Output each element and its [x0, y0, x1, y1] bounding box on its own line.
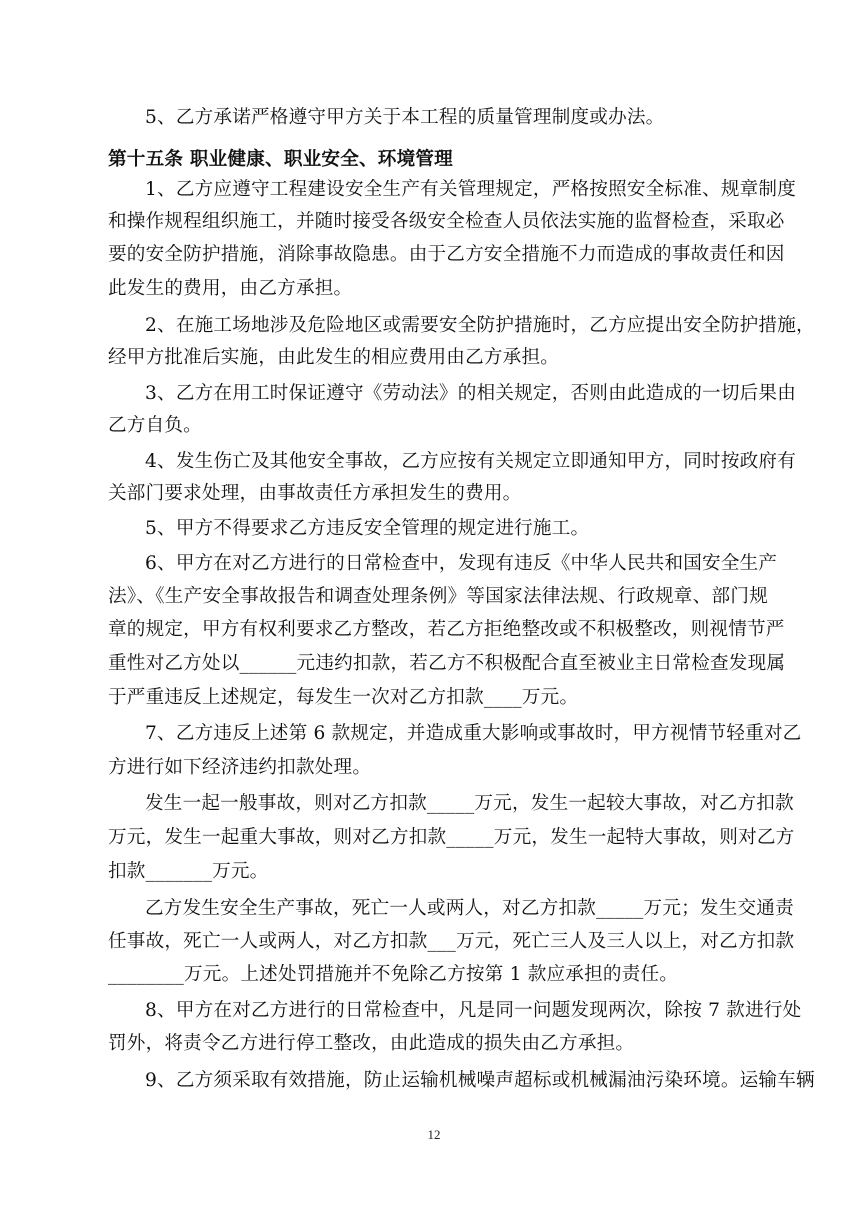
- paragraph-line: 和操作规程组织施工，并随时接受各级安全检查人员依法实施的监督检查，采取必: [108, 211, 785, 232]
- paragraph-line: 5、甲方不得要求乙方违反安全管理的规定进行施工。: [145, 518, 590, 539]
- paragraph-line: 此发生的费用，由乙方承担。: [108, 278, 353, 299]
- paragraph-line: 方进行如下经济违约扣款处理。: [108, 757, 372, 778]
- paragraph-line: 1、乙方应遵守工程建设安全生产有关管理规定，严格按照安全标准、规章制度: [145, 179, 797, 200]
- section-heading: 第十五条 职业健康、职业安全、环境管理: [108, 149, 453, 170]
- paragraph-line: 7、乙方违反上述第 6 款规定，并造成重大影响或事故时，甲方视情节轻重对乙: [145, 723, 802, 744]
- paragraph-line: 关部门要求处理，由事故责任方承担发生的费用。: [108, 483, 522, 504]
- paragraph-line: 6、甲方在对乙方进行的日常检查中，发现有违反《中华人民共和国安全生产: [145, 553, 778, 574]
- paragraph-line: 3、乙方在用工时保证遵守《劳动法》的相关规定，否则由此造成的一切后果由: [145, 383, 797, 404]
- paragraph-line: 乙方发生安全生产事故，死亡一人或两人，对乙方扣款_____万元；发生交通责: [145, 898, 794, 919]
- paragraph-line: 要的安全防护措施，消除事故隐患。由于乙方安全措施不力而造成的事故责任和因: [108, 244, 785, 265]
- paragraph-line: 4、发生伤亡及其他安全事故，乙方应按有关规定立即通知甲方，同时按政府有: [145, 451, 797, 472]
- paragraph-line: 发生一起一般事故，则对乙方扣款_____万元，发生一起较大事故，对乙方扣款: [145, 793, 794, 814]
- paragraph-line: 2、在施工场地涉及危险地区或需要安全防护措施时，乙方应提出安全防护措施，: [145, 315, 815, 336]
- paragraph-line: 于严重违反上述规定，每发生一次对乙方扣款____万元。: [108, 687, 579, 708]
- paragraph-line: 罚外，将责令乙方进行停工整改，由此造成的损失由乙方承担。: [108, 1033, 635, 1054]
- paragraph-line: 任事故，死亡一人或两人，对乙方扣款___万元，死亡三人及三人以上，对乙方扣款: [108, 931, 795, 952]
- paragraph-line: 法》、《生产安全事故报告和调查处理条例》等国家法律法规、行政规章、部门规: [108, 586, 768, 607]
- paragraph-line: ________万元。上述处罚措施并不免除乙方按第 1 款应承担的责任。: [108, 964, 679, 985]
- paragraph-line: 8、甲方在对乙方进行的日常检查中，凡是同一问题发现两次，除按 7 款进行处: [145, 1000, 802, 1021]
- paragraph-line: 重性对乙方处以______元违约扣款，若乙方不积极配合直至被业主日常检查发现属: [108, 653, 786, 674]
- page-number: 12: [427, 1127, 441, 1142]
- paragraph-line: 9、乙方须采取有效措施，防止运输机械噪声超标或机械漏油污染环境。运输车辆: [145, 1070, 815, 1091]
- paragraph-line: 乙方自负。: [108, 415, 202, 436]
- paragraph-line: 经甲方批准后实施，由此发生的相应费用由乙方承担。: [108, 347, 560, 368]
- paragraph-line: 扣款_______万元。: [108, 861, 269, 882]
- paragraph-line: 章的规定，甲方有权利要求乙方整改，若乙方拒绝整改或不积极整改，则视情节严: [108, 619, 785, 640]
- paragraph-line: 5、乙方承诺严格遵守甲方关于本工程的质量管理制度或办法。: [145, 107, 665, 128]
- paragraph-line: 万元，发生一起重大事故，则对乙方扣款_____万元，发生一起特大事故，则对乙方: [108, 827, 795, 848]
